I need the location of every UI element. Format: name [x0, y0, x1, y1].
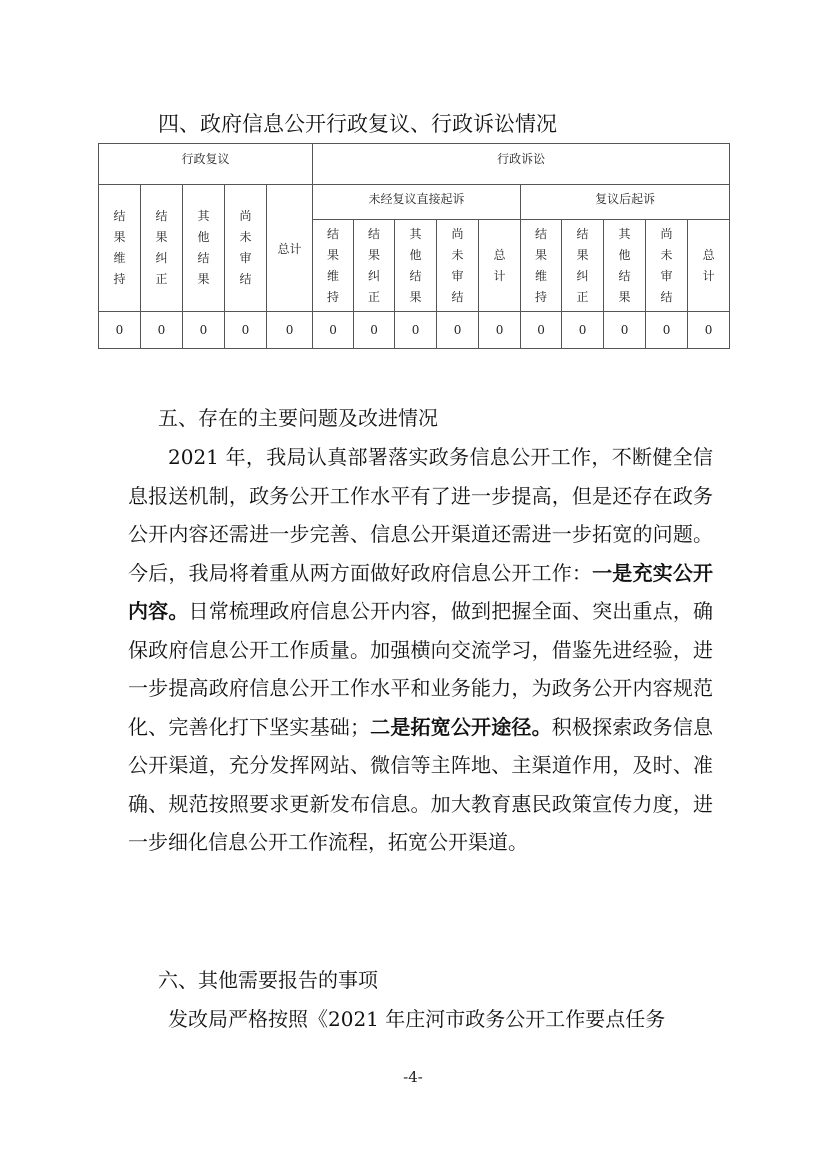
table-cell-value: 0 — [521, 312, 562, 349]
emphasis-point-two: 二是拓宽公开途径。 — [369, 714, 552, 739]
col-review-sustained: 结 果 维 持 — [99, 185, 141, 312]
litigation-review-table — [98, 143, 730, 349]
col-after-total: 总 计 — [688, 220, 730, 312]
table-cell-value: 0 — [141, 312, 183, 349]
page-number: -4- — [403, 1068, 423, 1086]
header-after-review-litigation: 复议后起诉 — [521, 185, 730, 220]
col-after-corrected: 结 果 纠 正 — [562, 220, 604, 312]
table-cell-value: 0 — [437, 312, 479, 349]
table-cell-value: 0 — [395, 312, 437, 349]
table-cell-value: 0 — [479, 312, 521, 349]
section-6-title: 六、其他需要报告的事项 — [158, 968, 378, 992]
section-6-paragraph: 发改局严格按照《2021 年庄河市政务公开工作要点任务 — [168, 1007, 666, 1031]
section-4-title: 四、政府信息公开行政复议、行政诉讼情况 — [158, 112, 557, 136]
table-cell-value: 0 — [99, 312, 141, 349]
col-direct-corrected: 结 果 纠 正 — [354, 220, 395, 312]
section-5-paragraph: 2021 年，我局认真部署落实政务信息公开工作，不断健全信息报送机制，政务公开工作水平有了进一步提高，但是还存在政务公开内容还需进一步完善、信息公开渠道还需进一步拓宽的问题。今后，我局将着重从两方面做好政府信息公开工作：一是充实公开内容。日常梳理政府信息公开内容，做到把握全面、突出重点，确保政府信息公开工作质量。加强横向交流学习，借鉴先进经验，进一步提高政府信息公开工作水平和业务能力，为政务公开内容规范化、完善化打下坚实基础；二是拓宽公开途径。积极探索政务信息公开渠道，充分发挥网站、微信等主阵地、主渠道作用，及时、准确、规范按照要求更新发布信息。加大教育惠民政策宣传力度，进一步细化信息公开工作流程，拓宽公开渠道。 — [128, 445, 714, 854]
table-cell-value: 0 — [646, 312, 688, 349]
header-litigation: 行政诉讼 — [313, 144, 730, 185]
emphasis-point-one: 一是充实公开内容。 — [128, 560, 714, 623]
table-cell-value: 0 — [183, 312, 225, 349]
col-review-total: 总计 — [267, 185, 313, 312]
col-after-other: 其 他 结 果 — [604, 220, 646, 312]
header-direct-litigation: 未经复议直接起诉 — [313, 185, 521, 220]
col-review-corrected: 结 果 纠 正 — [141, 185, 183, 312]
table-cell-value: 0 — [225, 312, 267, 349]
table-cell-value: 0 — [604, 312, 646, 349]
col-direct-total: 总 计 — [479, 220, 521, 312]
header-admin-review: 行政复议 — [99, 144, 313, 185]
section-5-body — [128, 438, 713, 862]
table-cell-value: 0 — [562, 312, 604, 349]
section-5-title: 五、存在的主要问题及改进情况 — [158, 406, 438, 430]
section-6-body — [128, 1000, 713, 1039]
col-review-pending: 尚 未 审 结 — [225, 185, 267, 312]
col-direct-sustained: 结 果 维 持 — [313, 220, 354, 312]
table-cell-value: 0 — [313, 312, 354, 349]
col-direct-pending: 尚 未 审 结 — [437, 220, 479, 312]
table-cell-value: 0 — [354, 312, 395, 349]
col-after-pending: 尚 未 审 结 — [646, 220, 688, 312]
col-review-other: 其 他 结 果 — [183, 185, 225, 312]
col-direct-other: 其 他 结 果 — [395, 220, 437, 312]
table-cell-value: 0 — [267, 312, 313, 349]
col-after-sustained: 结 果 维 持 — [521, 220, 562, 312]
table-cell-value: 0 — [688, 312, 730, 349]
